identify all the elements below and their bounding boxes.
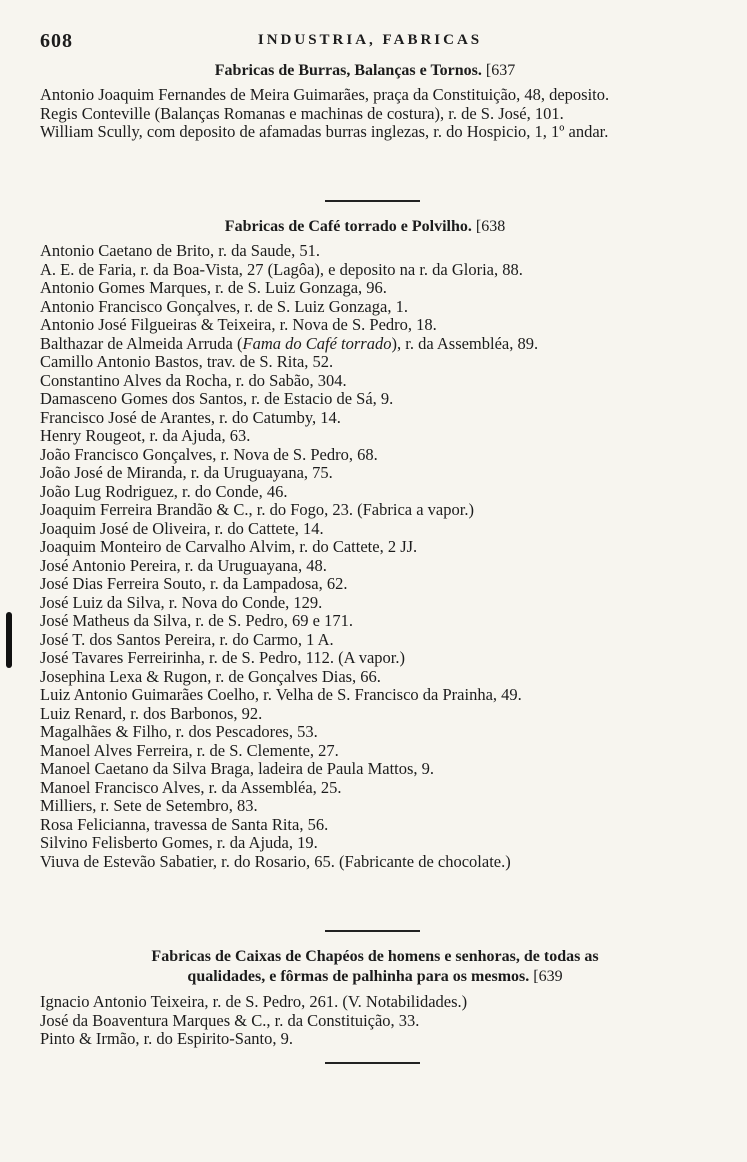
- list-item: Milliers, r. Sete de Setembro, 83.: [40, 796, 258, 815]
- entries-burras: [40, 86, 702, 142]
- list-item: Ignacio Antonio Teixeira, r. de S. Pedro, 261. (V. Notabilidades.): [40, 992, 468, 1011]
- list-item: Joaquim José de Oliveira, r. do Cattete, 14.: [40, 518, 324, 538]
- section-divider: [325, 1062, 420, 1064]
- list-item: Antonio Gomes Marques, r. de S. Luiz Gonzaga, 96.: [40, 278, 387, 297]
- list-item: João José de Miranda, r. da Uruguayana, 75.: [40, 463, 333, 482]
- section-title-text: Fabricas de Café torrado e Polvilho.: [224, 218, 472, 235]
- entry-text: ), r. da Assembléa, 89.: [391, 333, 539, 353]
- list-item: Josephina Lexa & Rugon, r. de Gonçalves Dias, 66.: [40, 666, 381, 686]
- section-divider: [325, 930, 420, 932]
- list-item: Luiz Antonio Guimarães Coelho, r. Velha de S. Francisco da Prainha, 49.: [40, 685, 522, 704]
- list-item: Manoel Alves Ferreira, r. de S. Clemente, 27.: [40, 740, 339, 760]
- section-title-cafe: [40, 218, 690, 236]
- list-item: A. E. de Faria, r. da Boa-Vista, 27 (Lagôa), e deposito na r. da Gloria, 88.: [40, 259, 523, 279]
- list-item: João Francisco Gonçalves, r. Nova de S. Pedro, 68.: [40, 444, 378, 464]
- list-item: Silvino Felisberto Gomes, r. da Ajuda, 19.: [40, 833, 318, 852]
- entries-caixas: [40, 993, 702, 1049]
- list-item: José Antonio Pereira, r. da Uruguayana, 48.: [40, 555, 327, 575]
- section-title-caixas: [60, 947, 690, 987]
- list-item: Henry Rougeot, r. da Ajuda, 63.: [40, 426, 251, 445]
- list-item: Manoel Francisco Alves, r. da Assembléa, 25.: [40, 777, 342, 797]
- entries-cafe: [40, 242, 702, 871]
- running-head: [40, 30, 700, 54]
- list-item: Antonio Francisco Gonçalves, r. de S. Luiz Gonzaga, 1.: [40, 296, 408, 316]
- section-title-line-2-wrap: [60, 967, 690, 987]
- list-item: Regis Conteville (Balanças Romanas e machinas de costura), r. de S. José, 101.: [40, 103, 564, 123]
- list-item: José Luiz da Silva, r. Nova do Conde, 129.: [40, 592, 323, 612]
- list-item: Antonio Joaquim Fernandes de Meira Guimarães, praça da Constituição, 48, deposito.: [40, 85, 610, 104]
- section-title-line-1: Fabricas de Caixas de Chapéos de homens e senhoras, de todas as: [151, 948, 599, 965]
- section-ref: [638: [475, 218, 506, 235]
- list-item: José Dias Ferreira Souto, r. da Lampadosa, 62.: [40, 574, 348, 593]
- list-item: Damasceno Gomes dos Santos, r. de Estacio de Sá, 9.: [40, 389, 394, 408]
- list-item: Joaquim Monteiro de Carvalho Alvim, r. do Cattete, 2 JJ.: [40, 537, 418, 556]
- list-item: Manoel Caetano da Silva Braga, ladeira de Paula Mattos, 9.: [40, 759, 435, 778]
- list-item: Constantino Alves da Rocha, r. do Sabão, 304.: [40, 370, 347, 390]
- list-item: Antonio Caetano de Brito, r. da Saude, 51.: [40, 241, 320, 260]
- list-item: William Scully, com deposito de afamadas burras inglezas, r. do Hospicio, 1, 1º andar.: [40, 122, 609, 141]
- list-item: Joaquim Ferreira Brandão & C., r. do Fogo, 23. (Fabrica a vapor.): [40, 500, 474, 519]
- list-item: Luiz Renard, r. dos Barbonos, 92.: [40, 703, 263, 723]
- list-item: José Tavares Ferreirinha, r. de S. Pedro, 112. (A vapor.): [40, 648, 405, 667]
- list-item: José Matheus da Silva, r. de S. Pedro, 69 e 171.: [40, 611, 354, 630]
- ink-bleed-mark: [6, 612, 12, 668]
- list-item: Rosa Felicianna, travessa de Santa Rita, 56.: [40, 814, 329, 834]
- entry-italic-text: Fama do Café torrado: [242, 333, 392, 353]
- section-title-line-2: qualidades, e fôrmas de palhinha para os mesmos.: [187, 968, 530, 985]
- list-item: Camillo Antonio Bastos, trav. de S. Rita, 52.: [40, 352, 334, 371]
- list-item: João Lug Rodriguez, r. do Conde, 46.: [40, 481, 288, 501]
- list-item: Francisco José de Arantes, r. do Catumby, 14.: [40, 407, 341, 427]
- list-item: Pinto & Irmão, r. do Espirito-Santo, 9.: [40, 1029, 293, 1048]
- list-item: José da Boaventura Marques & C., r. da Constituição, 33.: [40, 1010, 420, 1030]
- list-item: Viuva de Estevão Sabatier, r. do Rosario, 65. (Fabricante de chocolate.): [40, 851, 511, 871]
- section-ref: [639: [533, 968, 563, 985]
- list-item-balthazar: [40, 335, 702, 354]
- section-divider: [325, 200, 420, 202]
- list-item: José T. dos Santos Pereira, r. do Carmo, 1 A.: [40, 629, 334, 649]
- list-item: Magalhães & Filho, r. dos Pescadores, 53.: [40, 722, 318, 741]
- entry-text: Balthazar de Almeida Arruda (: [40, 333, 243, 353]
- list-item: Antonio José Filgueiras & Teixeira, r. Nova de S. Pedro, 18.: [40, 315, 437, 334]
- section-ref: [637: [485, 62, 516, 79]
- section-title-text: Fabricas de Burras, Balanças e Tornos.: [214, 62, 482, 79]
- page-number: 608: [40, 30, 73, 52]
- section-title-burras: [40, 62, 690, 80]
- header-title: INDUSTRIA, FABRICAS: [257, 32, 483, 48]
